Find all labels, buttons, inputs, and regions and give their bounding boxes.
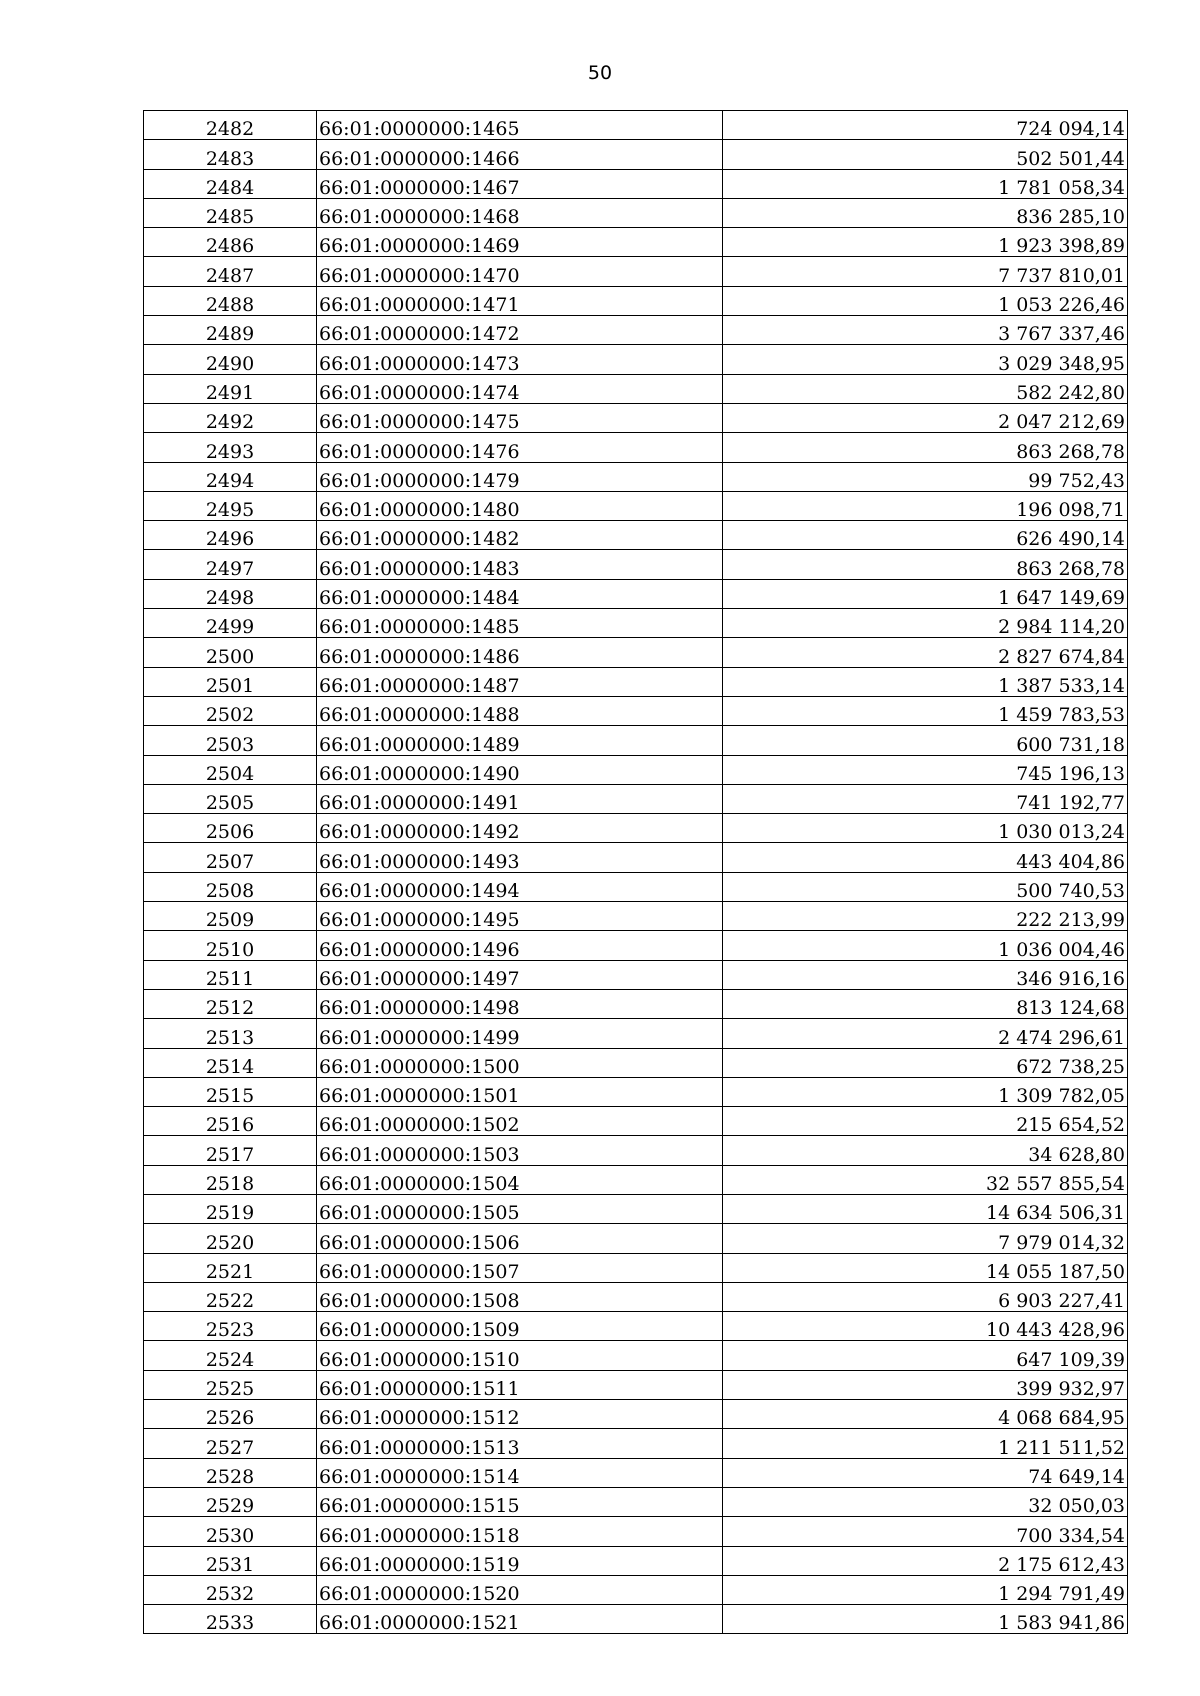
cadastral-number-cell: 66:01:0000000:1520 bbox=[317, 1575, 723, 1604]
value-cell: 2 827 674,84 bbox=[723, 638, 1128, 667]
cadastral-number-cell: 66:01:0000000:1505 bbox=[317, 1194, 723, 1223]
cadastral-number-cell: 66:01:0000000:1489 bbox=[317, 726, 723, 755]
table-row bbox=[144, 374, 1128, 403]
cadastral-number-cell: 66:01:0000000:1495 bbox=[317, 902, 723, 931]
value-cell: 600 731,18 bbox=[723, 726, 1128, 755]
row-number-cell: 2490 bbox=[144, 345, 317, 374]
table-body bbox=[144, 111, 1128, 1634]
cadastral-number-cell: 66:01:0000000:1507 bbox=[317, 1253, 723, 1282]
value-cell: 863 268,78 bbox=[723, 550, 1128, 579]
cadastral-number-cell: 66:01:0000000:1486 bbox=[317, 638, 723, 667]
cadastral-number-cell: 66:01:0000000:1473 bbox=[317, 345, 723, 374]
value-cell: 1 053 226,46 bbox=[723, 286, 1128, 315]
table-row bbox=[144, 1048, 1128, 1077]
row-number-cell: 2519 bbox=[144, 1194, 317, 1223]
row-number-cell: 2502 bbox=[144, 696, 317, 725]
table-row bbox=[144, 814, 1128, 843]
table-row bbox=[144, 550, 1128, 579]
row-number-cell: 2506 bbox=[144, 814, 317, 843]
table-row bbox=[144, 1019, 1128, 1048]
value-cell: 1 309 782,05 bbox=[723, 1077, 1128, 1106]
cadastral-number-cell: 66:01:0000000:1472 bbox=[317, 316, 723, 345]
cadastral-number-cell: 66:01:0000000:1501 bbox=[317, 1077, 723, 1106]
value-cell: 500 740,53 bbox=[723, 872, 1128, 901]
table-row bbox=[144, 286, 1128, 315]
row-number-cell: 2533 bbox=[144, 1605, 317, 1634]
table-row bbox=[144, 1429, 1128, 1458]
cadastral-number-cell: 66:01:0000000:1515 bbox=[317, 1487, 723, 1516]
cadastral-number-cell: 66:01:0000000:1497 bbox=[317, 960, 723, 989]
value-cell: 14 055 187,50 bbox=[723, 1253, 1128, 1282]
value-cell: 1 459 783,53 bbox=[723, 696, 1128, 725]
cadastral-number-cell: 66:01:0000000:1510 bbox=[317, 1341, 723, 1370]
cadastral-number-cell: 66:01:0000000:1479 bbox=[317, 462, 723, 491]
row-number-cell: 2526 bbox=[144, 1400, 317, 1429]
table-row bbox=[144, 579, 1128, 608]
row-number-cell: 2510 bbox=[144, 931, 317, 960]
value-cell: 741 192,77 bbox=[723, 784, 1128, 813]
table-row bbox=[144, 1487, 1128, 1516]
row-number-cell: 2512 bbox=[144, 989, 317, 1018]
table-row bbox=[144, 755, 1128, 784]
cadastral-number-cell: 66:01:0000000:1476 bbox=[317, 433, 723, 462]
value-cell: 1 387 533,14 bbox=[723, 667, 1128, 696]
table-row bbox=[144, 1370, 1128, 1399]
row-number-cell: 2492 bbox=[144, 403, 317, 432]
row-number-cell: 2483 bbox=[144, 140, 317, 169]
row-number-cell: 2520 bbox=[144, 1224, 317, 1253]
table-row bbox=[144, 1282, 1128, 1311]
table-row bbox=[144, 1575, 1128, 1604]
row-number-cell: 2518 bbox=[144, 1165, 317, 1194]
row-number-cell: 2505 bbox=[144, 784, 317, 813]
row-number-cell: 2489 bbox=[144, 316, 317, 345]
value-cell: 34 628,80 bbox=[723, 1136, 1128, 1165]
cadastral-number-cell: 66:01:0000000:1465 bbox=[317, 111, 723, 140]
table-row bbox=[144, 1546, 1128, 1575]
cadastral-number-cell: 66:01:0000000:1471 bbox=[317, 286, 723, 315]
table-row bbox=[144, 843, 1128, 872]
value-cell: 502 501,44 bbox=[723, 140, 1128, 169]
cadastral-number-cell: 66:01:0000000:1502 bbox=[317, 1107, 723, 1136]
table-row bbox=[144, 257, 1128, 286]
cadastral-number-cell: 66:01:0000000:1488 bbox=[317, 696, 723, 725]
row-number-cell: 2507 bbox=[144, 843, 317, 872]
row-number-cell: 2517 bbox=[144, 1136, 317, 1165]
value-cell: 1 294 791,49 bbox=[723, 1575, 1128, 1604]
value-cell: 745 196,13 bbox=[723, 755, 1128, 784]
value-cell: 3 029 348,95 bbox=[723, 345, 1128, 374]
value-cell: 346 916,16 bbox=[723, 960, 1128, 989]
value-cell: 399 932,97 bbox=[723, 1370, 1128, 1399]
row-number-cell: 2529 bbox=[144, 1487, 317, 1516]
value-cell: 7 737 810,01 bbox=[723, 257, 1128, 286]
value-cell: 7 979 014,32 bbox=[723, 1224, 1128, 1253]
table-row bbox=[144, 140, 1128, 169]
row-number-cell: 2497 bbox=[144, 550, 317, 579]
cadastral-number-cell: 66:01:0000000:1493 bbox=[317, 843, 723, 872]
row-number-cell: 2494 bbox=[144, 462, 317, 491]
cadastral-number-cell: 66:01:0000000:1467 bbox=[317, 169, 723, 198]
cadastral-number-cell: 66:01:0000000:1483 bbox=[317, 550, 723, 579]
value-cell: 2 984 114,20 bbox=[723, 609, 1128, 638]
cadastral-number-cell: 66:01:0000000:1503 bbox=[317, 1136, 723, 1165]
cadastral-number-cell: 66:01:0000000:1484 bbox=[317, 579, 723, 608]
row-number-cell: 2516 bbox=[144, 1107, 317, 1136]
value-cell: 2 047 212,69 bbox=[723, 403, 1128, 432]
cadastral-number-cell: 66:01:0000000:1498 bbox=[317, 989, 723, 1018]
table-row bbox=[144, 1312, 1128, 1341]
table-row bbox=[144, 111, 1128, 140]
row-number-cell: 2523 bbox=[144, 1312, 317, 1341]
value-cell: 672 738,25 bbox=[723, 1048, 1128, 1077]
table-row bbox=[144, 989, 1128, 1018]
value-cell: 215 654,52 bbox=[723, 1107, 1128, 1136]
table-row bbox=[144, 609, 1128, 638]
value-cell: 836 285,10 bbox=[723, 198, 1128, 227]
row-number-cell: 2485 bbox=[144, 198, 317, 227]
cadastral-number-cell: 66:01:0000000:1480 bbox=[317, 491, 723, 520]
value-cell: 3 767 337,46 bbox=[723, 316, 1128, 345]
row-number-cell: 2501 bbox=[144, 667, 317, 696]
row-number-cell: 2500 bbox=[144, 638, 317, 667]
row-number-cell: 2525 bbox=[144, 1370, 317, 1399]
table-row bbox=[144, 1517, 1128, 1546]
table-row bbox=[144, 198, 1128, 227]
cadastral-number-cell: 66:01:0000000:1475 bbox=[317, 403, 723, 432]
table-row bbox=[144, 462, 1128, 491]
table-row bbox=[144, 1341, 1128, 1370]
value-cell: 626 490,14 bbox=[723, 521, 1128, 550]
table-row bbox=[144, 1194, 1128, 1223]
cadastral-number-cell: 66:01:0000000:1500 bbox=[317, 1048, 723, 1077]
cadastral-number-cell: 66:01:0000000:1494 bbox=[317, 872, 723, 901]
cadastral-number-cell: 66:01:0000000:1506 bbox=[317, 1224, 723, 1253]
row-number-cell: 2528 bbox=[144, 1458, 317, 1487]
table-row bbox=[144, 169, 1128, 198]
cadastral-number-cell: 66:01:0000000:1514 bbox=[317, 1458, 723, 1487]
cadastral-number-cell: 66:01:0000000:1519 bbox=[317, 1546, 723, 1575]
row-number-cell: 2509 bbox=[144, 902, 317, 931]
row-number-cell: 2486 bbox=[144, 228, 317, 257]
value-cell: 14 634 506,31 bbox=[723, 1194, 1128, 1223]
cadastral-number-cell: 66:01:0000000:1513 bbox=[317, 1429, 723, 1458]
table-row bbox=[144, 902, 1128, 931]
table-row bbox=[144, 784, 1128, 813]
value-cell: 99 752,43 bbox=[723, 462, 1128, 491]
value-cell: 1 647 149,69 bbox=[723, 579, 1128, 608]
row-number-cell: 2521 bbox=[144, 1253, 317, 1282]
value-cell: 196 098,71 bbox=[723, 491, 1128, 520]
value-cell: 32 050,03 bbox=[723, 1487, 1128, 1516]
value-cell: 647 109,39 bbox=[723, 1341, 1128, 1370]
row-number-cell: 2491 bbox=[144, 374, 317, 403]
row-number-cell: 2511 bbox=[144, 960, 317, 989]
value-cell: 1 030 013,24 bbox=[723, 814, 1128, 843]
table-row bbox=[144, 521, 1128, 550]
value-cell: 1 923 398,89 bbox=[723, 228, 1128, 257]
page-number: 50 bbox=[587, 62, 613, 84]
cadastral-number-cell: 66:01:0000000:1508 bbox=[317, 1282, 723, 1311]
cadastral-number-cell: 66:01:0000000:1491 bbox=[317, 784, 723, 813]
row-number-cell: 2503 bbox=[144, 726, 317, 755]
row-number-cell: 2484 bbox=[144, 169, 317, 198]
row-number-cell: 2532 bbox=[144, 1575, 317, 1604]
value-cell: 6 903 227,41 bbox=[723, 1282, 1128, 1311]
table-row bbox=[144, 960, 1128, 989]
value-cell: 10 443 428,96 bbox=[723, 1312, 1128, 1341]
table-row bbox=[144, 1253, 1128, 1282]
table-row bbox=[144, 433, 1128, 462]
table-row bbox=[144, 228, 1128, 257]
table-row bbox=[144, 316, 1128, 345]
cadastral-number-cell: 66:01:0000000:1469 bbox=[317, 228, 723, 257]
value-cell: 32 557 855,54 bbox=[723, 1165, 1128, 1194]
row-number-cell: 2504 bbox=[144, 755, 317, 784]
table-row bbox=[144, 1136, 1128, 1165]
row-number-cell: 2508 bbox=[144, 872, 317, 901]
row-number-cell: 2487 bbox=[144, 257, 317, 286]
table-row bbox=[144, 1605, 1128, 1634]
value-cell: 4 068 684,95 bbox=[723, 1400, 1128, 1429]
cadastral-number-cell: 66:01:0000000:1521 bbox=[317, 1605, 723, 1634]
value-cell: 700 334,54 bbox=[723, 1517, 1128, 1546]
cadastral-number-cell: 66:01:0000000:1468 bbox=[317, 198, 723, 227]
table-row bbox=[144, 1224, 1128, 1253]
value-cell: 1 211 511,52 bbox=[723, 1429, 1128, 1458]
value-cell: 74 649,14 bbox=[723, 1458, 1128, 1487]
table-row bbox=[144, 638, 1128, 667]
table-row bbox=[144, 872, 1128, 901]
table-row bbox=[144, 345, 1128, 374]
value-cell: 2 175 612,43 bbox=[723, 1546, 1128, 1575]
cadastral-number-cell: 66:01:0000000:1511 bbox=[317, 1370, 723, 1399]
cadastral-number-cell: 66:01:0000000:1482 bbox=[317, 521, 723, 550]
table-row bbox=[144, 1107, 1128, 1136]
row-number-cell: 2496 bbox=[144, 521, 317, 550]
cadastral-number-cell: 66:01:0000000:1490 bbox=[317, 755, 723, 784]
value-cell: 724 094,14 bbox=[723, 111, 1128, 140]
table-row bbox=[144, 696, 1128, 725]
row-number-cell: 2527 bbox=[144, 1429, 317, 1458]
cadastral-number-cell: 66:01:0000000:1492 bbox=[317, 814, 723, 843]
table-row bbox=[144, 931, 1128, 960]
value-cell: 582 242,80 bbox=[723, 374, 1128, 403]
cadastral-number-cell: 66:01:0000000:1512 bbox=[317, 1400, 723, 1429]
table-row bbox=[144, 1165, 1128, 1194]
table-row bbox=[144, 491, 1128, 520]
row-number-cell: 2522 bbox=[144, 1282, 317, 1311]
cadastral-number-cell: 66:01:0000000:1509 bbox=[317, 1312, 723, 1341]
row-number-cell: 2499 bbox=[144, 609, 317, 638]
row-number-cell: 2524 bbox=[144, 1341, 317, 1370]
cadastral-number-cell: 66:01:0000000:1504 bbox=[317, 1165, 723, 1194]
table-row bbox=[144, 667, 1128, 696]
table-row bbox=[144, 1400, 1128, 1429]
value-cell: 443 404,86 bbox=[723, 843, 1128, 872]
table-row bbox=[144, 1458, 1128, 1487]
table-row bbox=[144, 1077, 1128, 1106]
value-cell: 1 781 058,34 bbox=[723, 169, 1128, 198]
row-number-cell: 2482 bbox=[144, 111, 317, 140]
row-number-cell: 2531 bbox=[144, 1546, 317, 1575]
value-cell: 2 474 296,61 bbox=[723, 1019, 1128, 1048]
row-number-cell: 2493 bbox=[144, 433, 317, 462]
cadastral-number-cell: 66:01:0000000:1466 bbox=[317, 140, 723, 169]
value-cell: 1 036 004,46 bbox=[723, 931, 1128, 960]
row-number-cell: 2495 bbox=[144, 491, 317, 520]
cadastral-number-cell: 66:01:0000000:1470 bbox=[317, 257, 723, 286]
cadastral-value-table bbox=[143, 110, 1128, 1634]
cadastral-number-cell: 66:01:0000000:1474 bbox=[317, 374, 723, 403]
table-row bbox=[144, 403, 1128, 432]
row-number-cell: 2530 bbox=[144, 1517, 317, 1546]
table-row bbox=[144, 726, 1128, 755]
value-cell: 813 124,68 bbox=[723, 989, 1128, 1018]
row-number-cell: 2498 bbox=[144, 579, 317, 608]
cadastral-number-cell: 66:01:0000000:1499 bbox=[317, 1019, 723, 1048]
value-cell: 1 583 941,86 bbox=[723, 1605, 1128, 1634]
row-number-cell: 2514 bbox=[144, 1048, 317, 1077]
cadastral-number-cell: 66:01:0000000:1518 bbox=[317, 1517, 723, 1546]
cadastral-number-cell: 66:01:0000000:1496 bbox=[317, 931, 723, 960]
row-number-cell: 2515 bbox=[144, 1077, 317, 1106]
value-cell: 222 213,99 bbox=[723, 902, 1128, 931]
cadastral-number-cell: 66:01:0000000:1485 bbox=[317, 609, 723, 638]
value-cell: 863 268,78 bbox=[723, 433, 1128, 462]
cadastral-number-cell: 66:01:0000000:1487 bbox=[317, 667, 723, 696]
row-number-cell: 2488 bbox=[144, 286, 317, 315]
row-number-cell: 2513 bbox=[144, 1019, 317, 1048]
